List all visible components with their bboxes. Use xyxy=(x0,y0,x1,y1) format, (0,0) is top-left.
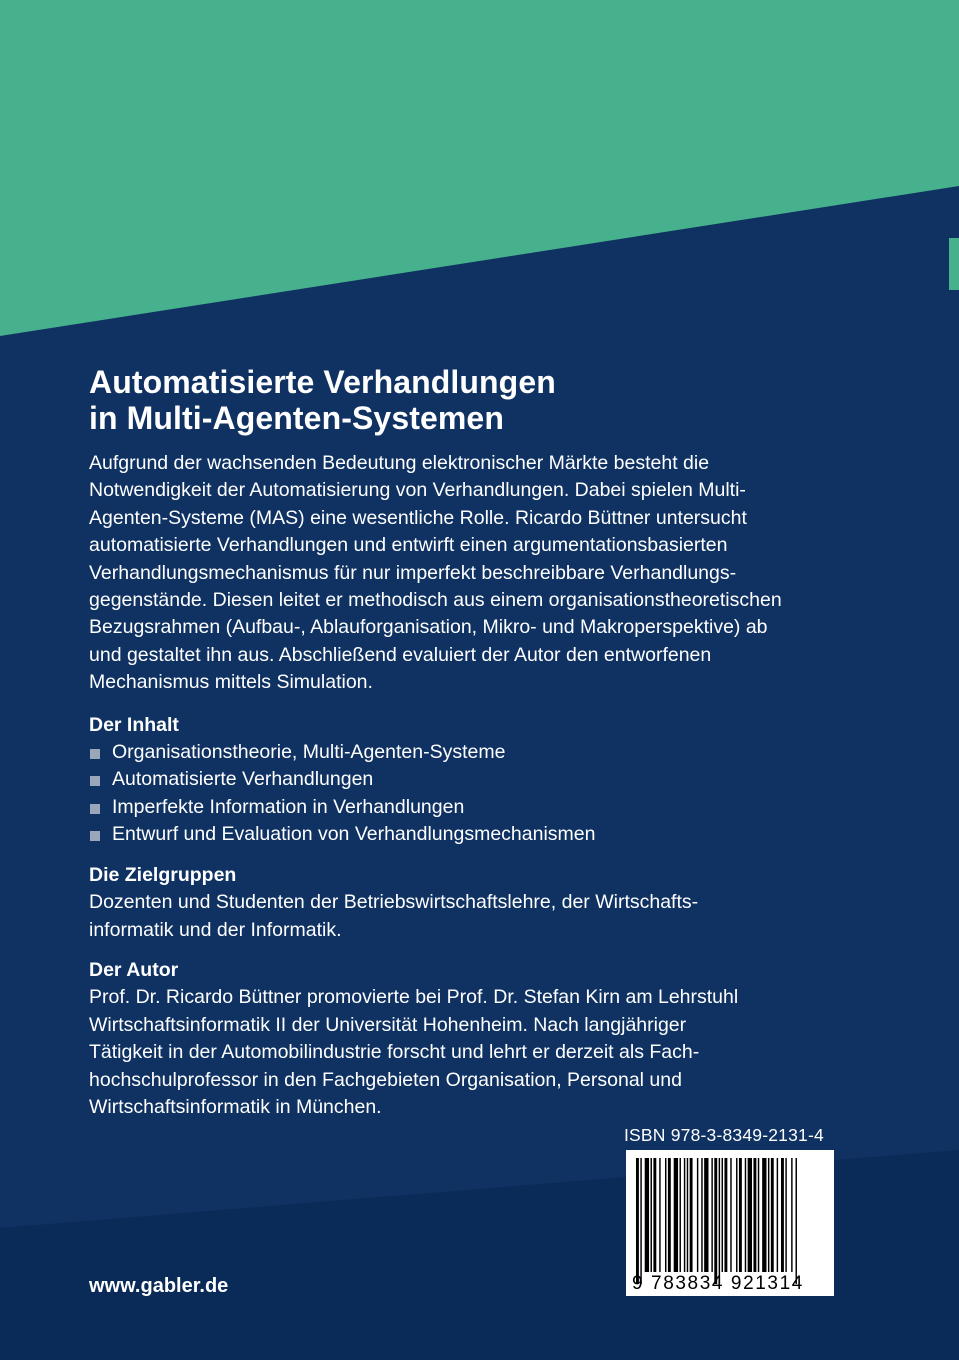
zielgruppen-paragraph xyxy=(89,889,829,944)
autor-line: Wirtschaftsinformatik II der Universität Hohenheim. Nach langjähriger xyxy=(89,1013,687,1036)
barcode-bar xyxy=(796,1158,797,1284)
square-bullet-icon xyxy=(90,804,100,814)
barcode-bar xyxy=(785,1158,786,1272)
square-bullet-icon xyxy=(90,749,100,759)
list-item-text: Imperfekte Information in Verhandlungen xyxy=(112,795,465,818)
barcode-bar xyxy=(701,1158,702,1272)
barcode-bar xyxy=(730,1158,731,1272)
list-item-text: Entwurf und Evaluation von Verhandlungsmechanismen xyxy=(112,823,596,846)
zielgruppen-line: informatik und der Informatik. xyxy=(89,918,342,941)
intro-line: und gestaltet ihn aus. Abschließend evaluiert der Autor den entworfenen xyxy=(89,643,712,666)
intro-line: Notwendigkeit der Automatisierung von Verhandlungen. Dabei spielen Multi- xyxy=(89,479,746,502)
isbn-text: ISBN 978-3-8349-2131-4 xyxy=(624,1125,824,1145)
barcode-bar xyxy=(640,1158,641,1284)
section-heading-autor: Der Autor xyxy=(89,958,179,981)
list-item-text: Organisationstheorie, Multi-Agenten-Systeme xyxy=(112,741,506,764)
title-line-2: in Multi-Agenten-Systemen xyxy=(89,400,504,436)
autor-line: hochschulprofessor in den Fachgebieten Organisation, Personal und xyxy=(89,1068,682,1091)
green-edge-tab xyxy=(949,238,959,290)
barcode-bar xyxy=(680,1158,681,1272)
barcode-bar xyxy=(781,1158,784,1272)
barcode-bar xyxy=(739,1158,742,1272)
barcode-bar xyxy=(736,1158,737,1272)
back-cover-text xyxy=(89,364,829,1121)
barcode-bar xyxy=(704,1158,708,1272)
barcode-bar xyxy=(724,1158,727,1272)
barcode-bar xyxy=(659,1158,660,1272)
barcode-bar xyxy=(791,1158,792,1272)
content-list xyxy=(89,739,829,849)
list-item xyxy=(89,794,829,821)
title-line-1: Automatisierte Verhandlungen xyxy=(89,364,556,400)
barcode-bar xyxy=(665,1158,666,1272)
autor-paragraph xyxy=(89,984,829,1121)
barcode-bar xyxy=(711,1158,712,1272)
intro-line: Aufgrund der wachsenden Bedeutung elektronischer Märkte besteht die xyxy=(89,452,710,474)
barcode-bar xyxy=(687,1158,688,1272)
intro-line: Mechanismus mittels Simulation. xyxy=(89,671,373,694)
intro-line: automatisierte Verhandlungen und entwirft einen argumentationsbasierten xyxy=(89,534,728,557)
publisher-website: www.gabler.de xyxy=(89,1275,229,1297)
section-autor xyxy=(89,957,829,1121)
intro-line: gegenstände. Diesen leitet er methodisch aus einem organisationstheoretischen xyxy=(89,589,782,612)
barcode-bar xyxy=(684,1158,685,1272)
square-bullet-icon xyxy=(90,831,100,841)
autor-line: Tätigkeit in der Automobilindustrie forscht und lehrt er derzeit als Fach- xyxy=(89,1041,700,1064)
barcode-bar xyxy=(771,1158,774,1272)
barcode-bar xyxy=(668,1158,671,1272)
list-item xyxy=(89,766,829,793)
list-item xyxy=(89,821,829,848)
autor-line: Wirtschaftsinformatik in München. xyxy=(89,1095,382,1118)
zielgruppen-line: Dozenten und Studenten der Betriebswirtschaftslehre, der Wirtschafts- xyxy=(89,891,699,914)
barcode-bar xyxy=(758,1158,759,1272)
barcode-bar xyxy=(748,1158,752,1272)
autor-line: Prof. Dr. Ricardo Büttner promovierte bei Prof. Dr. Stefan Kirn am Lehrstuhl xyxy=(89,986,739,1009)
barcode-bar xyxy=(697,1158,698,1272)
book-title xyxy=(89,364,829,436)
barcode-bar xyxy=(745,1158,746,1272)
barcode-bar xyxy=(651,1158,652,1272)
section-heading-inhalt: Der Inhalt xyxy=(89,713,179,736)
barcode-bar xyxy=(719,1158,720,1284)
barcode-bar xyxy=(762,1158,766,1272)
section-zielgruppen xyxy=(89,862,829,944)
barcode-bar xyxy=(636,1158,639,1284)
section-heading-zielgruppen: Die Zielgruppen xyxy=(89,863,237,886)
intro-line: Agenten-Systeme (MAS) eine wesentliche Rolle. Ricardo Büttner untersucht xyxy=(89,506,747,529)
intro-line: Bezugsrahmen (Aufbau-, Ablauforganisation, Mikro- und Makroperspektive) ab xyxy=(89,616,768,639)
barcode-bar xyxy=(674,1158,678,1272)
square-bullet-icon xyxy=(90,776,100,786)
list-item xyxy=(89,739,829,766)
intro-line: Verhandlungsmechanismus für nur imperfekt beschreibbare Verhandlungs- xyxy=(89,561,737,584)
barcode-bar xyxy=(645,1158,649,1272)
barcode-bar xyxy=(768,1158,769,1272)
intro-paragraph xyxy=(89,450,829,697)
section-inhalt xyxy=(89,712,829,849)
barcode-number: 9 783834 921314 xyxy=(632,1273,804,1294)
barcode-bar xyxy=(714,1158,717,1284)
barcode-bar xyxy=(653,1158,656,1272)
barcode-bar xyxy=(722,1158,723,1272)
barcode-bar xyxy=(690,1158,693,1272)
list-item-text: Automatisierte Verhandlungen xyxy=(112,768,374,791)
barcode-bar xyxy=(753,1158,756,1272)
barcode-bar xyxy=(777,1158,778,1272)
